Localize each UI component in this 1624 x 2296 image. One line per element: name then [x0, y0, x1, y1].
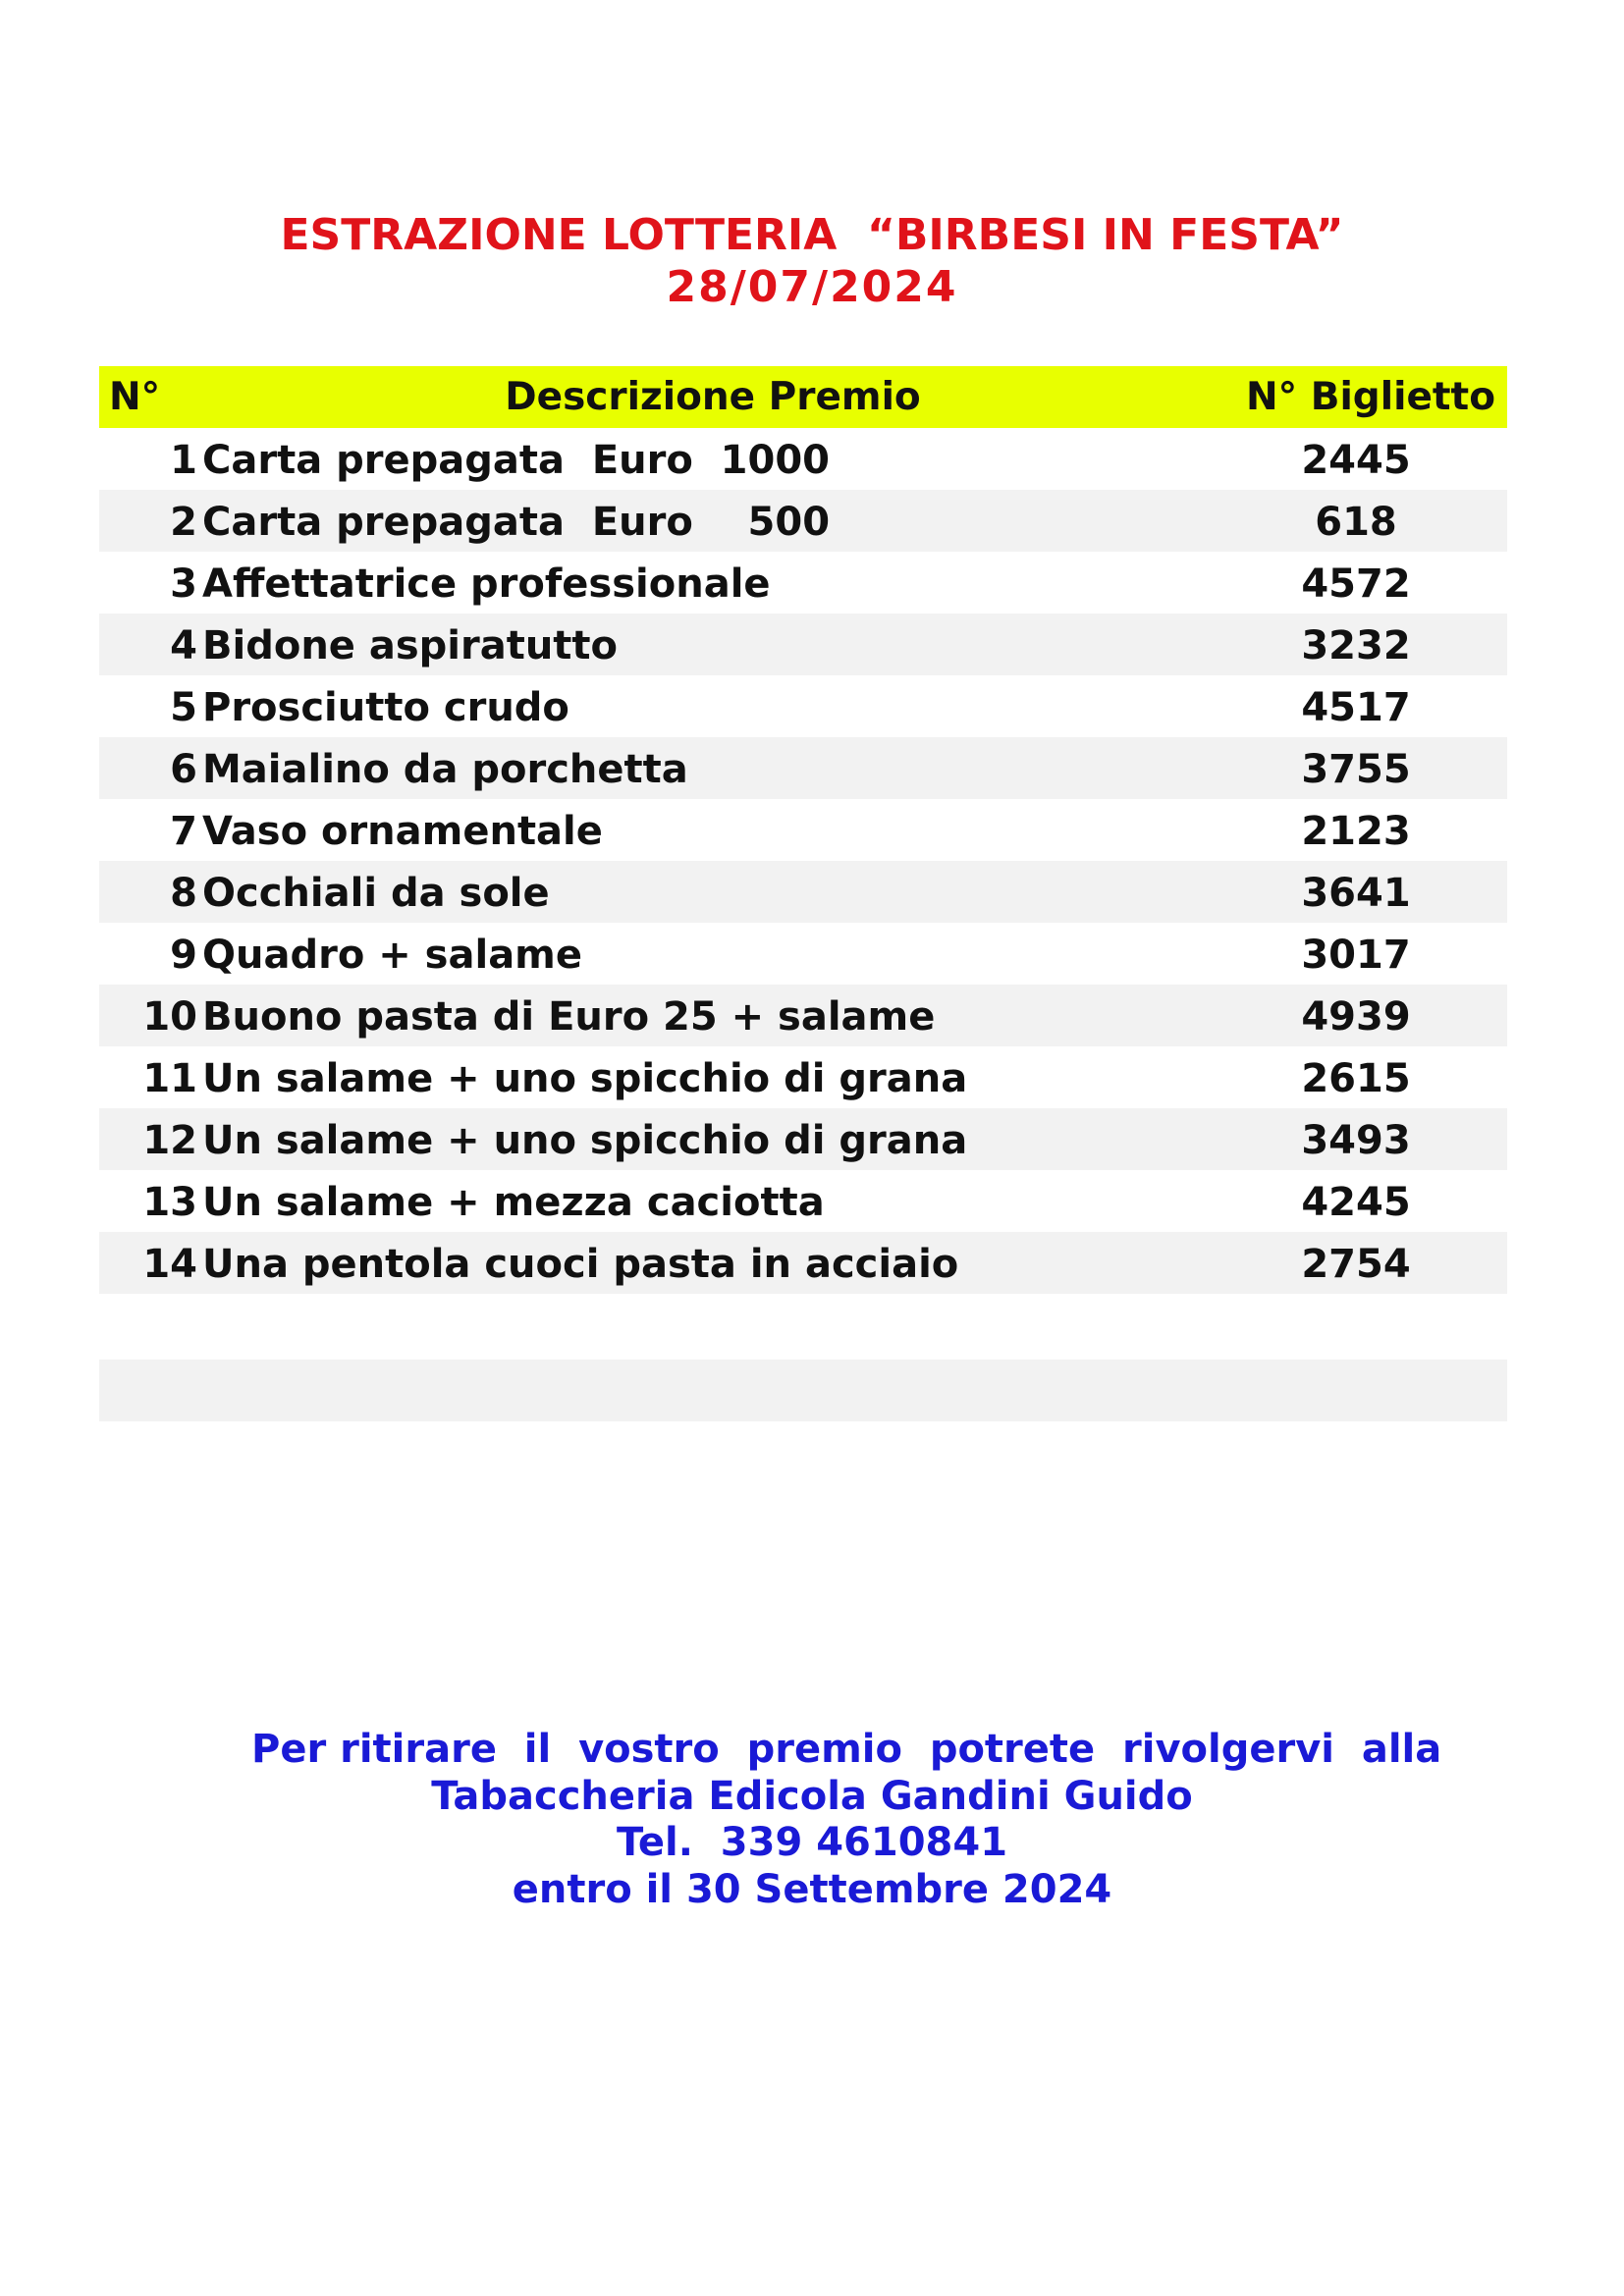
- table-row: [99, 552, 1507, 614]
- row-description: Buono pasta di Euro 25 + salame: [202, 994, 936, 1040]
- row-description: Bidone aspiratutto: [202, 623, 619, 668]
- footer-phone: Tel. 339 4610841: [616, 1820, 1008, 1865]
- footer-instruction: Per ritirare il vostro premio potrete rivolgervi alla: [251, 1727, 1442, 1772]
- table-row: [99, 614, 1507, 675]
- row-ticket: 4572: [1301, 561, 1411, 607]
- header-ticket: N° Biglietto: [1246, 375, 1495, 419]
- row-number: 4: [170, 623, 197, 668]
- row-description: Un salame + uno spicchio di grana: [202, 1056, 968, 1101]
- table-row: [99, 490, 1507, 552]
- row-number: 11: [142, 1056, 197, 1101]
- table-row: [99, 428, 1507, 490]
- header-description: Descrizione Premio: [505, 375, 921, 419]
- row-number: 1: [170, 438, 197, 483]
- row-description: Quadro + salame: [202, 933, 582, 978]
- row-description: Vaso ornamentale: [202, 809, 603, 854]
- row-description: Occhiali da sole: [202, 871, 550, 916]
- row-number: 10: [142, 994, 197, 1040]
- row-number: 5: [170, 685, 197, 730]
- row-ticket: 2445: [1301, 438, 1411, 483]
- row-number: 3: [170, 561, 197, 607]
- row-number: 14: [142, 1242, 197, 1287]
- table-row: [99, 799, 1507, 861]
- prize-table: [99, 366, 1507, 1294]
- empty-table-row: [99, 1360, 1507, 1421]
- table-row: [99, 861, 1507, 923]
- table-row: [99, 1108, 1507, 1170]
- row-description: Prosciutto crudo: [202, 685, 569, 730]
- row-ticket: 2123: [1301, 809, 1411, 854]
- page-title: ESTRAZIONE LOTTERIA “BIRBESI IN FESTA”: [280, 210, 1344, 260]
- row-ticket: 4245: [1301, 1180, 1411, 1225]
- table-body: [99, 428, 1507, 1294]
- row-number: 7: [170, 809, 197, 854]
- header-number: N°: [109, 375, 161, 419]
- table-header: [99, 366, 1507, 428]
- table-row: [99, 923, 1507, 985]
- row-description: Un salame + uno spicchio di grana: [202, 1118, 968, 1163]
- row-number: 6: [170, 747, 197, 792]
- row-ticket: 2615: [1301, 1056, 1411, 1101]
- row-number: 8: [170, 871, 197, 916]
- row-ticket: 3641: [1301, 871, 1411, 916]
- row-description: Un salame + mezza caciotta: [202, 1180, 825, 1225]
- table-row: [99, 985, 1507, 1046]
- row-number: 9: [170, 933, 197, 978]
- row-ticket: 3493: [1301, 1118, 1411, 1163]
- table-row: [99, 1170, 1507, 1232]
- row-ticket: 3017: [1301, 933, 1411, 978]
- row-number: 12: [142, 1118, 197, 1163]
- table-row: [99, 1046, 1507, 1108]
- page-date: 28/07/2024: [666, 262, 958, 312]
- row-description: Affettatrice professionale: [202, 561, 771, 607]
- row-ticket: 4517: [1301, 685, 1411, 730]
- row-number: 13: [142, 1180, 197, 1225]
- row-ticket: 2754: [1301, 1242, 1411, 1287]
- row-ticket: 618: [1315, 500, 1397, 545]
- row-ticket: 3232: [1301, 623, 1411, 668]
- table-row: [99, 675, 1507, 737]
- row-description: Carta prepagata Euro 500: [202, 500, 831, 545]
- footer-deadline: entro il 30 Settembre 2024: [512, 1867, 1112, 1912]
- table-row: [99, 737, 1507, 799]
- row-description: Maialino da porchetta: [202, 747, 688, 792]
- footer-shop-name: Tabaccheria Edicola Gandini Guido: [431, 1774, 1193, 1819]
- row-ticket: 3755: [1301, 747, 1411, 792]
- row-description: Carta prepagata Euro 1000: [202, 438, 831, 483]
- row-description: Una pentola cuoci pasta in acciaio: [202, 1242, 959, 1287]
- row-ticket: 4939: [1301, 994, 1411, 1040]
- table-row: [99, 1232, 1507, 1294]
- row-number: 2: [170, 500, 197, 545]
